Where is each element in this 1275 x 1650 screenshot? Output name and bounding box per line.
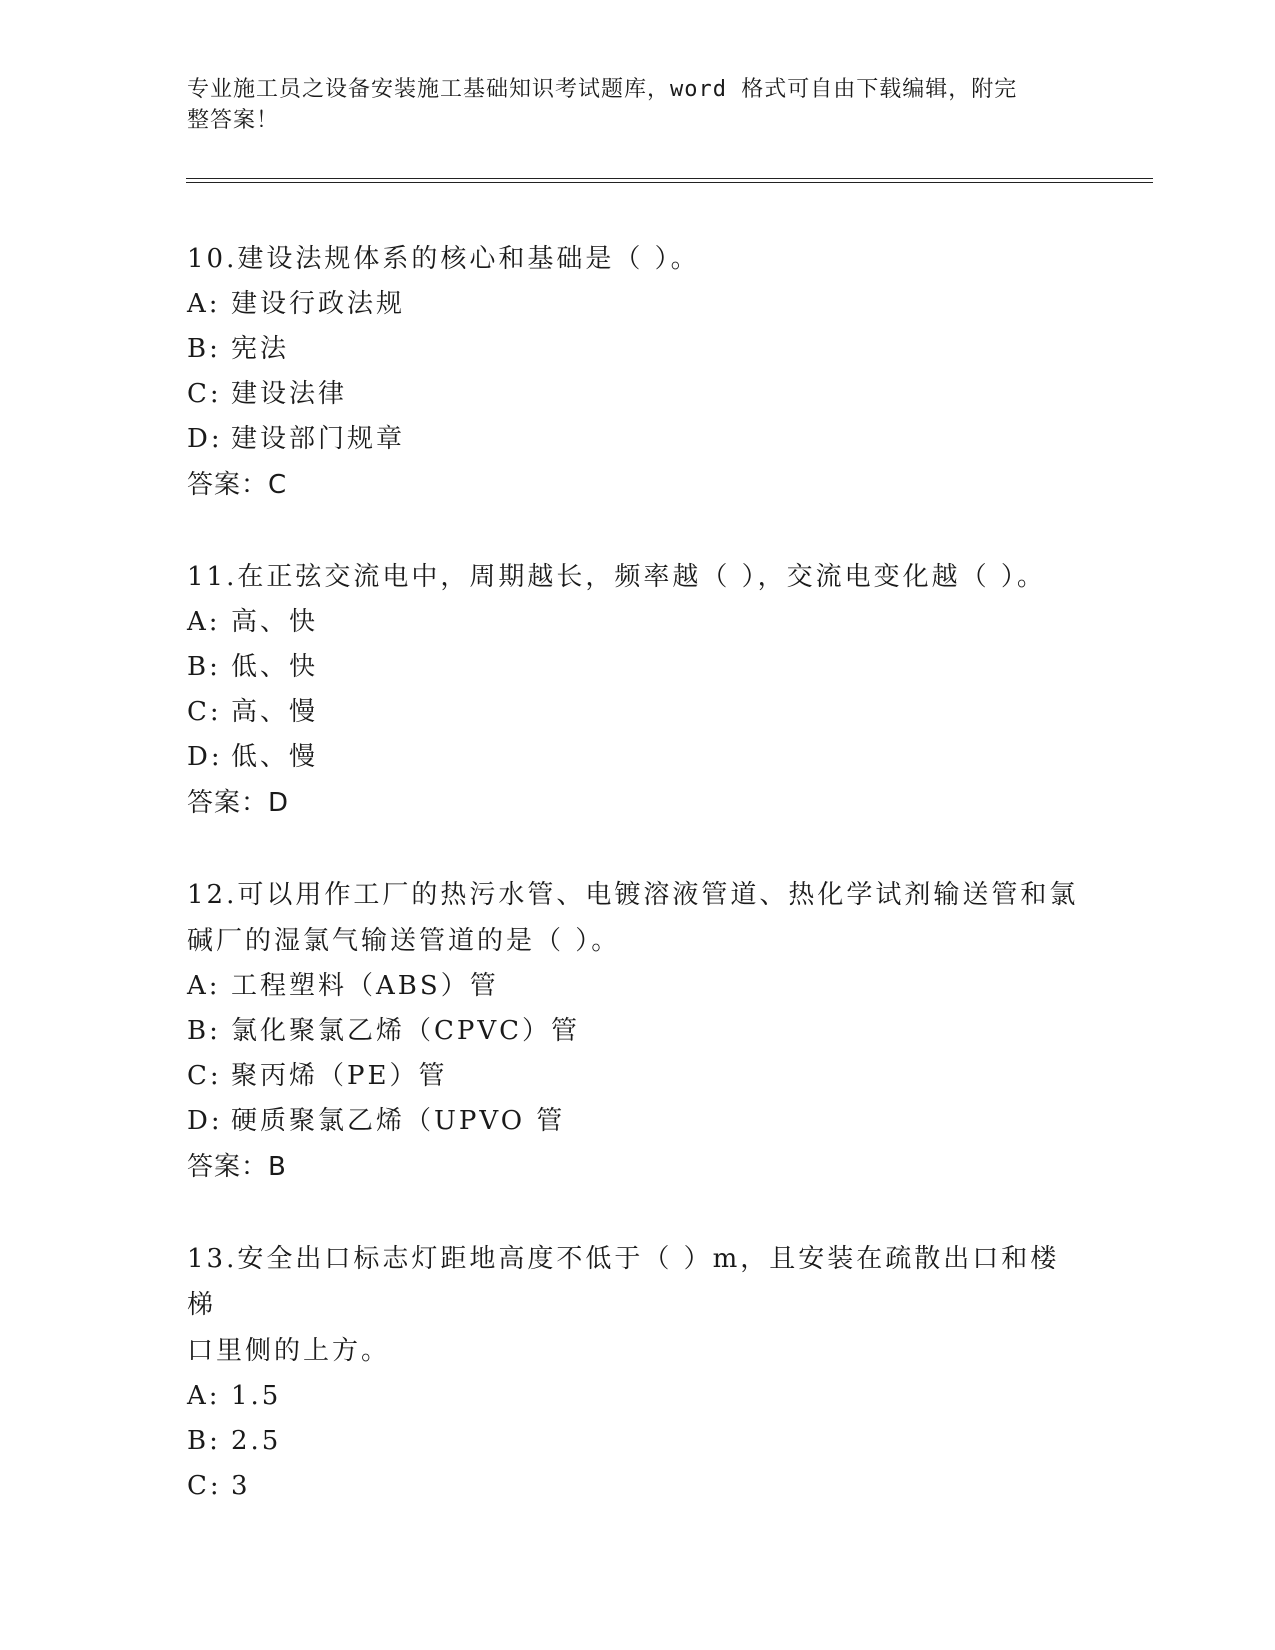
option-letter: A:: [187, 607, 221, 637]
option-a: [187, 600, 1087, 645]
option-text: 低、快: [231, 652, 319, 682]
option-b: [187, 1009, 1087, 1054]
option-b: [187, 1419, 1087, 1464]
option-text: 1.5: [231, 1381, 282, 1411]
question-13: [187, 1236, 1087, 1509]
option-letter: C:: [187, 1061, 222, 1091]
question-stem-line-2: 口里侧的上方。: [187, 1336, 391, 1366]
option-text: 3: [231, 1471, 251, 1501]
option-letter: B:: [187, 1426, 221, 1456]
question-stem-line-1: 13.安全出口标志灯距地高度不低于（ ）m，且安装在疏散出口和楼梯: [187, 1244, 1060, 1320]
option-c: [187, 690, 1087, 735]
option-letter: A:: [187, 971, 221, 1001]
header-line-1: 专业施工员之设备安装施工基础知识考试题库，word 格式可自由下载编辑，附完: [187, 77, 1018, 102]
question-stem: [187, 1236, 1087, 1374]
option-text: 高、快: [231, 607, 319, 637]
question-10: [187, 236, 1087, 508]
option-d: [187, 735, 1087, 780]
option-text: 聚丙烯（PE）管: [231, 1061, 448, 1091]
option-a: [187, 282, 1087, 327]
option-letter: D:: [187, 1106, 223, 1136]
option-text: 2.5: [231, 1426, 282, 1456]
option-c: [187, 1464, 1087, 1509]
option-letter: D:: [187, 742, 223, 772]
option-letter: A:: [187, 289, 221, 319]
question-stem: [187, 872, 1087, 964]
option-text: 高、慢: [231, 697, 319, 727]
option-b: [187, 327, 1087, 372]
option-text: 建设法律: [231, 379, 348, 409]
option-text: 氯化聚氯乙烯（CPVC）管: [231, 1016, 581, 1046]
question-12: [187, 872, 1087, 1190]
option-letter: B:: [187, 1016, 221, 1046]
answer-line: 答案：C: [187, 470, 288, 500]
answer-line: 答案：B: [187, 1152, 287, 1182]
option-c: [187, 372, 1087, 417]
option-text: 工程塑料（ABS）管: [231, 971, 499, 1001]
option-d: [187, 1099, 1087, 1144]
option-text: 建设行政法规: [231, 289, 406, 319]
question-stem: 10.建设法规体系的核心和基础是（ ）。: [187, 244, 700, 274]
question-stem: 11.在正弦交流电中，周期越长，频率越（ ），交流电变化越（ ）。: [187, 562, 1046, 592]
option-letter: C:: [187, 379, 222, 409]
option-letter: B:: [187, 652, 221, 682]
option-letter: C:: [187, 1471, 222, 1501]
option-a: [187, 1374, 1087, 1419]
option-text: 硬质聚氯乙烯（UPVO 管: [231, 1106, 566, 1136]
header-rule-top: [186, 178, 1153, 179]
option-letter: D:: [187, 424, 223, 454]
option-b: [187, 645, 1087, 690]
header-line-2: 整答案！: [187, 108, 280, 133]
option-c: [187, 1054, 1087, 1099]
option-letter: C:: [187, 697, 222, 727]
question-list: [187, 236, 1087, 1555]
option-d: [187, 417, 1087, 462]
option-text: 宪法: [231, 334, 290, 364]
question-stem-line-2: 碱厂的湿氯气输送管道的是（ ）。: [187, 926, 621, 956]
option-text: 低、慢: [231, 742, 319, 772]
document-header: [187, 74, 1067, 136]
option-text: 建设部门规章: [231, 424, 406, 454]
option-letter: A:: [187, 1381, 221, 1411]
question-stem-line-1: 12.可以用作工厂的热污水管、电镀溶液管道、热化学试剂输送管和氯: [187, 880, 1079, 910]
answer-line: 答案：D: [187, 788, 290, 818]
option-letter: B:: [187, 334, 221, 364]
header-rule-bottom: [186, 182, 1153, 183]
question-11: [187, 554, 1087, 826]
option-a: [187, 964, 1087, 1009]
